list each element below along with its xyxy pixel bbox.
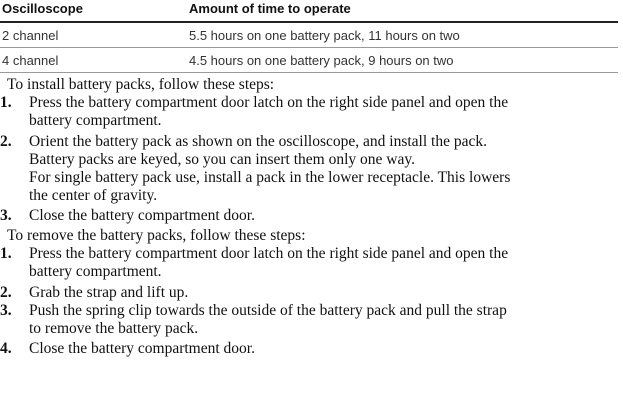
install-step-1 <box>0 94 618 130</box>
table-header-row <box>0 0 618 23</box>
step-number: 2. <box>0 133 12 150</box>
step-number: 3. <box>0 207 12 224</box>
step-line: Close the battery compartment door. <box>29 207 255 224</box>
step-line: Press the battery compartment door latch on the right side panel and open the <box>29 94 509 111</box>
step-text <box>29 245 618 281</box>
cell-model: 2 channel <box>2 28 59 43</box>
step-line: battery compartment. <box>29 263 162 280</box>
step-line: Press the battery compartment door latch on the right side panel and open the <box>29 245 509 262</box>
step-text <box>29 133 618 205</box>
header-oscilloscope: Oscilloscope <box>2 1 83 16</box>
step-line: Battery packs are keyed, so you can insert them only one way. <box>29 151 415 168</box>
remove-step-2 <box>0 284 618 302</box>
cell-runtime: 5.5 hours on one battery pack, 11 hours on two <box>189 28 460 43</box>
step-line: Close the battery compartment door. <box>29 340 255 357</box>
cell-model: 4 channel <box>2 53 59 68</box>
step-number: 2. <box>0 284 12 301</box>
step-text <box>29 340 618 358</box>
table-row <box>0 23 618 48</box>
step-number: 1. <box>0 94 12 111</box>
install-step-3 <box>0 207 618 225</box>
battery-instructions <box>0 76 618 358</box>
step-number: 1. <box>0 245 12 262</box>
step-text <box>29 302 618 338</box>
remove-step-3 <box>0 302 618 338</box>
step-number: 3. <box>0 302 12 319</box>
step-line: to remove the battery pack. <box>29 320 199 337</box>
step-line: Grab the strap and lift up. <box>29 284 189 301</box>
install-step-2 <box>0 133 618 205</box>
header-time-to-operate: Amount of time to operate <box>189 1 351 16</box>
step-line: Orient the battery pack as shown on the oscilloscope, and install the pack. <box>29 133 487 150</box>
step-number: 4. <box>0 340 12 357</box>
remove-step-4 <box>0 340 618 358</box>
step-line: battery compartment. <box>29 112 162 129</box>
install-intro: To install battery packs, follow these steps: <box>7 76 275 93</box>
remove-intro: To remove the battery packs, follow these steps: <box>7 227 306 244</box>
battery-runtime-table <box>0 0 618 73</box>
step-line: Push the spring clip towards the outside of the battery pack and pull the strap <box>29 302 507 319</box>
cell-runtime: 4.5 hours on one battery pack, 9 hours on two <box>189 53 454 68</box>
step-text <box>29 207 618 225</box>
table-row <box>0 48 618 73</box>
step-line: the center of gravity. <box>29 187 158 204</box>
step-line: For single battery pack use, install a pack in the lower receptacle. This lowers <box>29 169 511 186</box>
step-text <box>29 94 618 130</box>
remove-step-1 <box>0 245 618 281</box>
step-text <box>29 284 618 302</box>
